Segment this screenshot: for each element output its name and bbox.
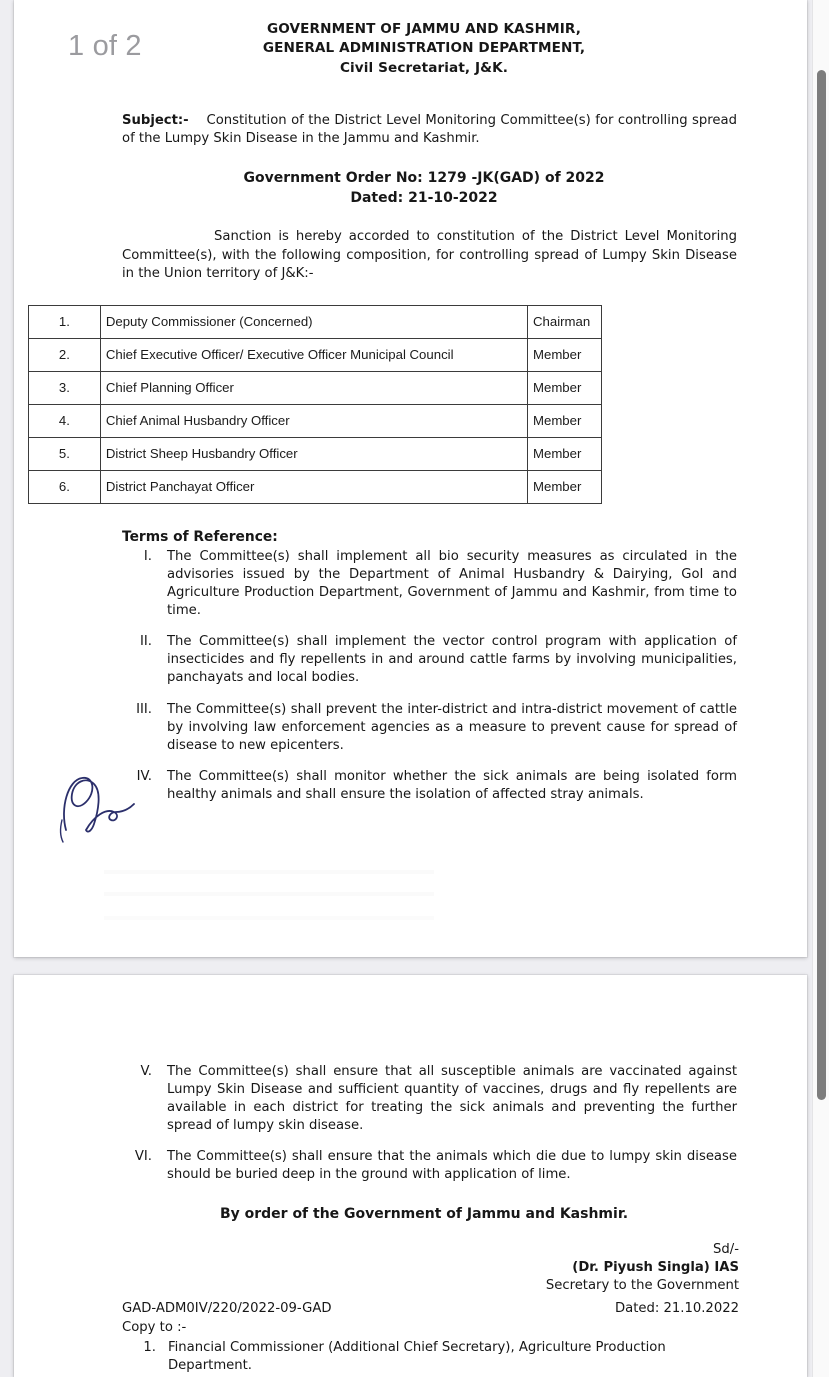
handwritten-signature-icon bbox=[54, 768, 144, 843]
sanction-block bbox=[122, 228, 737, 284]
vertical-scrollbar-track[interactable] bbox=[812, 0, 829, 1377]
closing-date: Dated: 21.10.2022 bbox=[614, 1301, 739, 1316]
sanction-text: Sanction is hereby accorded to constitution of the District Level Monitoring Committee(s), with the following composition, for controlling spread of Lumpy Skin Disease in the Union territory of J&K:- bbox=[122, 229, 737, 282]
committee-composition-table bbox=[28, 305, 602, 504]
list-item-number: II. bbox=[140, 634, 152, 650]
row-role: Member bbox=[528, 438, 602, 471]
order-number: Government Order No: 1279 -JK(GAD) of 2022 bbox=[243, 170, 605, 186]
row-designation: Deputy Commissioner (Concerned) bbox=[100, 306, 527, 339]
table-row bbox=[29, 339, 602, 372]
signature-sd: Sd/- bbox=[713, 1242, 739, 1257]
row-role: Member bbox=[528, 339, 602, 372]
row-designation: Chief Executive Officer/ Executive Officer Municipal Council bbox=[100, 339, 527, 372]
table-row bbox=[29, 438, 602, 471]
list-item-number: I. bbox=[143, 549, 152, 564]
list-item-text: The Committee(s) shall implement the vector control program with application of insecticides and fly repellents in and around cattle farms by involving municipalities, panchayats and local bodies. bbox=[167, 634, 737, 686]
terms-of-reference-list bbox=[122, 548, 737, 817]
list-item-number: VI. bbox=[134, 1149, 152, 1165]
table-row bbox=[29, 372, 602, 405]
reference-number: GAD-ADM0IV/220/2022-09-GAD bbox=[122, 1301, 332, 1316]
scan-artifact bbox=[104, 862, 434, 942]
committee-table-body bbox=[29, 306, 602, 504]
list-item-number: V. bbox=[140, 1064, 152, 1079]
row-number: 1. bbox=[29, 306, 101, 339]
list-item-text: The Committee(s) shall ensure that the animals which die due to lumpy skin disease should be buried deep in the ground with application of lime. bbox=[167, 1149, 737, 1183]
row-role: Chairman bbox=[528, 306, 602, 339]
table-row bbox=[29, 471, 602, 504]
list-item-text: The Committee(s) shall monitor whether the sick animals are being isolated form healthy animals and shall ensure the isolation of affected stray animals. bbox=[167, 768, 737, 802]
header-line-department: GENERAL ADMINISTRATION DEPARTMENT, bbox=[262, 40, 586, 57]
list-item bbox=[122, 1063, 737, 1135]
list-item-text: Financial Commissioner (Additional Chief Secretary), Agriculture Production Department. bbox=[168, 1340, 666, 1374]
list-item bbox=[122, 701, 737, 755]
row-number: 4. bbox=[29, 405, 101, 438]
signatory-title: Secretary to the Government bbox=[545, 1278, 739, 1294]
row-designation: District Sheep Husbandry Officer bbox=[100, 438, 527, 471]
list-item bbox=[122, 633, 737, 687]
subject-paragraph bbox=[122, 112, 737, 147]
terms-of-reference-heading: Terms of Reference: bbox=[122, 529, 278, 545]
document-header bbox=[109, 20, 739, 78]
order-date: Dated: 21-10-2022 bbox=[350, 190, 498, 207]
order-block bbox=[109, 168, 739, 209]
copy-to-label: Copy to :- bbox=[122, 1320, 187, 1335]
page-indicator: 1 of 2 bbox=[68, 30, 142, 62]
by-order-line: By order of the Government of Jammu and Kashmir. bbox=[219, 1206, 629, 1222]
list-item bbox=[122, 548, 737, 620]
copy-to-list bbox=[122, 1339, 722, 1375]
row-number: 3. bbox=[29, 372, 101, 405]
signatory-name: (Dr. Piyush Singla) IAS bbox=[572, 1260, 739, 1276]
subject-block bbox=[122, 112, 737, 147]
subject-label: Subject:- bbox=[122, 113, 189, 128]
row-role: Member bbox=[528, 405, 602, 438]
header-line-secretariat: Civil Secretariat, J&K. bbox=[339, 59, 509, 76]
row-number: 6. bbox=[29, 471, 101, 504]
list-item-number: 1. bbox=[143, 1340, 156, 1355]
list-item bbox=[122, 1339, 722, 1375]
table-row bbox=[29, 405, 602, 438]
document-page-1 bbox=[14, 0, 807, 957]
header-line-government: GOVERNMENT OF JAMMU AND KASHMIR, bbox=[267, 21, 581, 37]
list-item-text: The Committee(s) shall prevent the inter-district and intra-district movement of cattle by involving law enforcement agencies as a measure to prevent cause for spread of disease to new epicenters. bbox=[167, 701, 737, 753]
row-designation: District Panchayat Officer bbox=[100, 471, 527, 504]
subject-text: Constitution of the District Level Monitoring Committee(s) for controlling spread of the Lumpy Skin Disease in the Jammu and Kashmir. bbox=[122, 113, 737, 146]
list-item-text: The Committee(s) shall implement all bio security measures as circulated in the advisories issued by the Department of Animal Husbandry & Dairying, GoI and Agriculture Production Department, Government of Jammu and Kashmir, from time to time. bbox=[167, 549, 737, 619]
list-item bbox=[122, 768, 737, 804]
signature-block bbox=[409, 1241, 739, 1295]
vertical-scrollbar-thumb[interactable] bbox=[817, 70, 826, 1100]
row-role: Member bbox=[528, 471, 602, 504]
table-row bbox=[29, 306, 602, 339]
row-number: 2. bbox=[29, 339, 101, 372]
list-item bbox=[122, 1148, 737, 1184]
document-page-2 bbox=[14, 975, 807, 1377]
row-number: 5. bbox=[29, 438, 101, 471]
sanction-paragraph bbox=[122, 228, 737, 284]
row-designation: Chief Animal Husbandry Officer bbox=[100, 405, 527, 438]
row-designation: Chief Planning Officer bbox=[100, 372, 527, 405]
list-item-number: III. bbox=[136, 701, 152, 717]
list-item-number: IV. bbox=[136, 768, 152, 784]
terms-of-reference-list-continued bbox=[122, 1063, 737, 1197]
row-role: Member bbox=[528, 372, 602, 405]
list-item-text: The Committee(s) shall ensure that all susceptible animals are vaccinated against Lumpy Skin Disease and sufficient quantity of vaccines, drugs and fly repellents are available in each district for treating the sick animals and preventing the further spread of lumpy skin disease. bbox=[167, 1064, 737, 1134]
